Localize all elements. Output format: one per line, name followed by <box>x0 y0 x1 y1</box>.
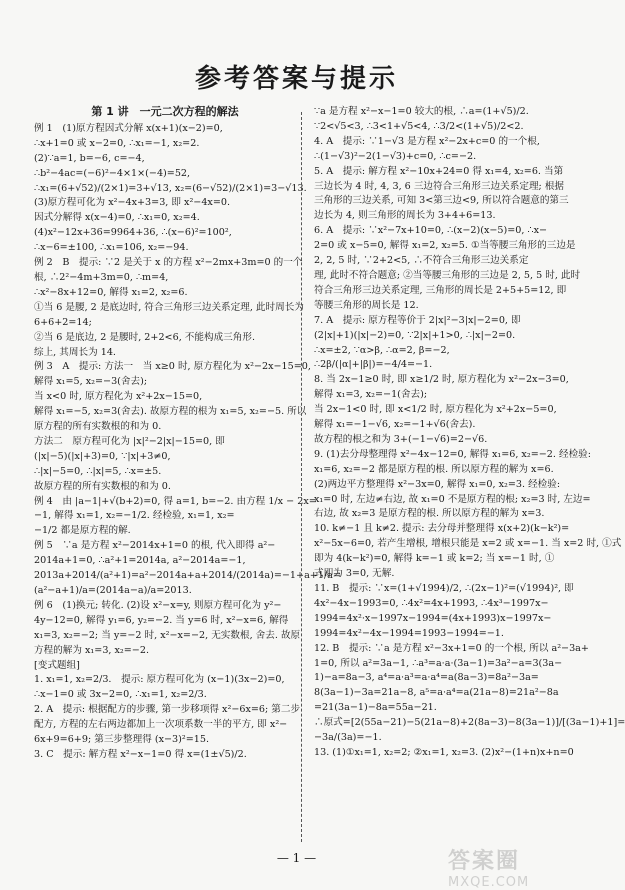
text-line: 例 3 A 提示: 方法一 当 x≥0 时, 原方程化为 x²−2x−15=0, <box>34 361 311 373</box>
text-line: ②当 6 是底边, 2 是腰时, 2+2<6, 不能构成三角形. <box>34 331 255 343</box>
text-line: 2013a+2014/(a²+1)=a²−2014a+a+2014/(2014a)=−1+a+1/a= <box>34 570 341 582</box>
text-line: 当 2x−1<0 时, 即 x<1/2 时, 原方程化为 x²+2x−5=0, <box>314 404 557 416</box>
text-line: (4)x²−12x+36=9964+36, ∴(x−6)²=100², <box>34 227 232 239</box>
text-line: (3)原方程可化为 x²−4x+3=3, 即 x²−4x=0. <box>34 197 231 209</box>
text-line: 因式分解得 x(x−4)=0, ∴x₁=0, x₂=4. <box>34 212 200 224</box>
text-line: 6+6+2=14; <box>34 316 92 328</box>
text-line: 2014a+1=0, ∴a²+1=2014a, a²−2014a=−1, <box>34 555 246 567</box>
text-line: ∵a 是方程 x²−x−1=0 较大的根, ∴a=(1+√5)/2. <box>314 106 529 117</box>
lecture-title: 第 1 讲 一元二次方程的解法 <box>91 105 239 118</box>
text-line: ∴x−1=0 或 3x−2=0, ∴x₁=1, x₂=2/3. <box>34 689 207 701</box>
text-line: 例 6 (1)换元; 转化. (2)设 x²−x=y, 则原方程可化为 y²− <box>34 599 282 611</box>
text-line: 解得 x₁=−1−√6, x₂=−1+√6(舍去). <box>314 419 476 431</box>
text-line: 综上, 其周长为 14. <box>34 346 116 358</box>
text-line: 7. A 提示: 原方程等价于 2|x|²−3|x|−2=0, 即 <box>314 314 521 326</box>
text-line: 4y−12=0, 解得 y₁=6, y₂=−2. 当 y=6 时, x²−x=6, 解得 <box>34 614 289 626</box>
text-line: ∴(1−√3)²−2(1−√3)+c=0, ∴c=−2. <box>314 150 477 162</box>
text-line: ∵2<√5<3, ∴3<1+√5<4, ∴3/2<(1+√5)/2<2. <box>314 120 524 132</box>
text-line: 例 5 ∵a 是方程 x²−2014x+1=0 的根, 代入即得 a²− <box>34 540 276 552</box>
text-line: 5. A 提示: 解方程 x²−10x+24=0 得 x₁=4, x₂=6. 当第 <box>314 165 564 177</box>
text-line: 6x+9=6+9; 第三步整理得 (x−3)²=15. <box>34 734 210 746</box>
column-divider <box>301 112 302 842</box>
text-line: ∴x+1=0 或 x−2=0, ∴x₁=−1, x₂=2. <box>34 137 200 149</box>
text-line: 6. A 提示: ∵x²−7x+10=0, ∴(x−2)(x−5)=0, ∴x− <box>314 225 548 237</box>
text-line: (a²−a+1)/a=(2014a−a)/a=2013. <box>34 585 192 596</box>
text-line: −1/2 都是原方程的解. <box>34 525 131 537</box>
text-line: 1)−a=8a−3, a⁴=a·a³=a·a⁴=a(8a−3)=8a²−3a= <box>314 672 539 684</box>
text-line: [变式题组] <box>34 659 80 671</box>
text-line: ∴2β/(|α|+|β|)=−4/4=−1. <box>314 359 433 371</box>
text-line: (2)∵a=1, b=−6, c=−4, <box>34 152 145 164</box>
text-line: 1994=4x²·x−1997x−1994=(4x+1993)x−1997x− <box>314 612 552 624</box>
text-line: x₁=6, x₂=−2 都是原方程的根. 所以原方程的解为 x=6. <box>314 463 554 475</box>
text-line: 1=0, 所以 a²=3a−1, ∴a³=a·a·(3a−1)=3a²−a=3(3a− <box>314 657 563 669</box>
page-number: — 1 — <box>276 851 317 865</box>
text-line: 即为 4(k−k²)=0, 解得 k=−1 或 k=2; 当 x=−1 时, ① <box>314 553 555 565</box>
text-line: 解得 x₁=5, x₂=−3(舍去); <box>34 376 148 388</box>
watermark-text-bottom: MXQE.COM <box>448 875 530 890</box>
text-line: 13. (1)①x₁=1, x₂=2; ②x₁=1, x₂=3. (2)x²−(1+n)x+n=0 <box>314 746 574 758</box>
text-line: 式即为 3=0, 无解. <box>314 568 395 580</box>
text-line: ∴x=±2, ∵α>β, ∴α=2, β=−2, <box>314 344 450 356</box>
text-line: 2. A 提示: 根据配方的步骤, 第一步移项得 x²−6x=6; 第二步 <box>34 704 301 716</box>
text-line: 例 4 由 |a−1|+√(b+2)=0, 得 a=1, b=−2. 由方程 1/x − 2x= <box>34 495 317 507</box>
text-line: 解得 x₁=−5, x₂=3(舍去). 故原方程的根为 x₁=5, x₂=−5. 所以 <box>34 406 307 418</box>
text-line: 符合三角形三边关系定理, 三角形的周长是 2+5+5=12, 即 <box>314 284 567 296</box>
text-line: 故原方程的所有实数根的和为 0. <box>34 480 171 492</box>
text-line: ∴x₁=(6+√52)/(2×1)=3+√13, x₂=(6−√52)/(2×1)=3−√13. <box>34 182 307 194</box>
text-line: 原方程的所有实数根的和为 0. <box>34 421 162 433</box>
text-line: 10. k≠−1 且 k≠2. 提示: 去分母并整理得 x(x+2)(k−k²)= <box>314 523 570 535</box>
text-line: ∴b²−4ac=(−6)²−4×1×(−4)=52, <box>34 167 191 179</box>
text-line: 8. 当 2x−1≥0 时, 即 x≥1/2 时, 原方程化为 x²−2x−3=0, <box>314 374 569 386</box>
text-line: 边长为 4, 则三角形的周长为 3+4+6=13. <box>314 210 496 222</box>
text-line: 方法二 原方程可化为 |x|²−2|x|−15=0, 即 <box>34 435 225 447</box>
text-line: x₁=3, x₂=−2; 当 y=−2 时, x²−x=−2, 无实数根, 舍去. 故原 <box>34 629 301 641</box>
text-line: 方程的解为 x₁=3, x₂=−2. <box>34 644 150 656</box>
text-line: 根, ∴2²−4m+3m=0, ∴m=4, <box>34 271 169 283</box>
watermark-text-top: 答案圈 <box>448 849 521 874</box>
text-line: x²−5x−6=0, 若产生增根, 增根只能是 x=2 或 x=−1. 当 x=2 时, ①式 <box>314 538 622 550</box>
text-line: 4x²−4x−1993=0, ∴4x²=4x+1993, ∴4x³−1997x− <box>314 597 549 609</box>
text-line: (|x|−5)(|x|+3)=0, ∵|x|+3≠0, <box>34 450 171 462</box>
text-line: 例 1 (1)原方程因式分解 x(x+1)(x−2)=0, <box>34 122 223 134</box>
text-line: 11. B 提示: ∵x=(1+√1994)/2, ∴(2x−1)²=(√1994)², 即 <box>314 583 574 594</box>
text-line: 等腰三角形的周长是 12. <box>314 299 419 311</box>
text-line: (2)两边平方整理得 x²−3x=0, 解得 x₁=0, x₂=3. 经检验: <box>314 478 561 490</box>
text-line: 2, 2, 5 时, ∵2+2<5, ∴不符合三角形三边关系定 <box>314 255 529 267</box>
text-line: 三角形的三边关系, 可知 3<第三边<9, 所以符合题意的第三 <box>314 195 569 207</box>
text-line: 4. A 提示: ∵1−√3 是方程 x²−2x+c=0 的一个根, <box>314 135 540 147</box>
text-line: 三边长为 4 时, 4, 3, 6 三边符合三角形三边关系定理; 根据 <box>314 180 565 192</box>
text-line: 理, 此时不符合题意; ②当等腰三角形的三边是 2, 5, 5 时, 此时 <box>314 269 581 281</box>
text-line: ∴|x|−5=0, ∴|x|=5, ∴x=±5. <box>34 465 162 477</box>
text-line: 右边, 故 x₂=3 是原方程的根. 所以原方程的解为 x=3. <box>314 508 545 520</box>
text-line: 例 2 B 提示: ∵2 是关于 x 的方程 x²−2mx+3m=0 的一个 <box>34 257 303 269</box>
left-column <box>34 105 341 763</box>
text-line: 3. C 提示: 解方程 x²−x−1=0 得 x=(1±√5)/2. <box>34 748 247 760</box>
watermark-logo <box>448 844 588 890</box>
text-line: ①当 6 是腰, 2 是底边时, 符合三角形三边关系定理, 此时周长为 <box>34 301 304 313</box>
text-line: =21(3a−1)−8a=55a−21. <box>314 702 437 714</box>
text-line: 12. B 提示: ∵a 是方程 x²−3x+1=0 的一个根, 所以 a²−3a+ <box>314 642 589 654</box>
text-line: ∴x−6=±100, ∴x₁=106, x₂=−94. <box>34 242 189 254</box>
text-line: ∴原式=[2(55a−21)−5(21a−8)+2(8a−3)−8(3a−1)]/[(3a−1)+1]= <box>314 717 625 729</box>
page-title: 参考答案与提示 <box>194 64 398 94</box>
text-line: 故方程的根之和为 3+(−1−√6)=2−√6. <box>314 433 488 445</box>
text-line: −1, 解得 x₁=1, x₂=−1/2. 经检验, x₁=1, x₂= <box>34 510 235 522</box>
text-line: ∴x²−8x+12=0, 解得 x₁=2, x₂=6. <box>34 286 188 298</box>
text-line: −3a/(3a)=−1. <box>314 732 382 744</box>
text-line: 1. x₁=1, x₂=2/3. 提示: 原方程可化为 (x−1)(3x−2)=0, <box>34 674 285 686</box>
text-line: x₁=0 时, 左边≠右边, 故 x₁=0 不是原方程的根; x₂=3 时, 左边= <box>314 493 591 505</box>
text-line: 当 x<0 时, 原方程化为 x²+2x−15=0, <box>34 391 203 403</box>
text-line: (2|x|+1)(|x|−2)=0, ∵2|x|+1>0, ∴|x|−2=0. <box>314 329 516 341</box>
text-line: 8(3a−1)−3a=21a−8, a⁵=a·a⁴=a(21a−8)=21a²−8a <box>314 687 559 699</box>
text-line: 9. (1)去分母整理得 x²−4x−12=0, 解得 x₁=6, x₂=−2. 经检验: <box>314 448 591 460</box>
text-line: 解得 x₁=3, x₂=−1(舍去); <box>314 389 428 401</box>
text-line: 1994=4x²−4x−1994=1993−1994=−1. <box>314 627 504 639</box>
text-line: 2=0 或 x−5=0, 解得 x₁=2, x₂=5. ①当等腰三角形的三边是 <box>314 240 576 252</box>
text-line: 配方, 方程的左右两边都加上一次项系数一半的平方, 即 x²− <box>34 719 288 731</box>
right-column <box>314 105 625 761</box>
